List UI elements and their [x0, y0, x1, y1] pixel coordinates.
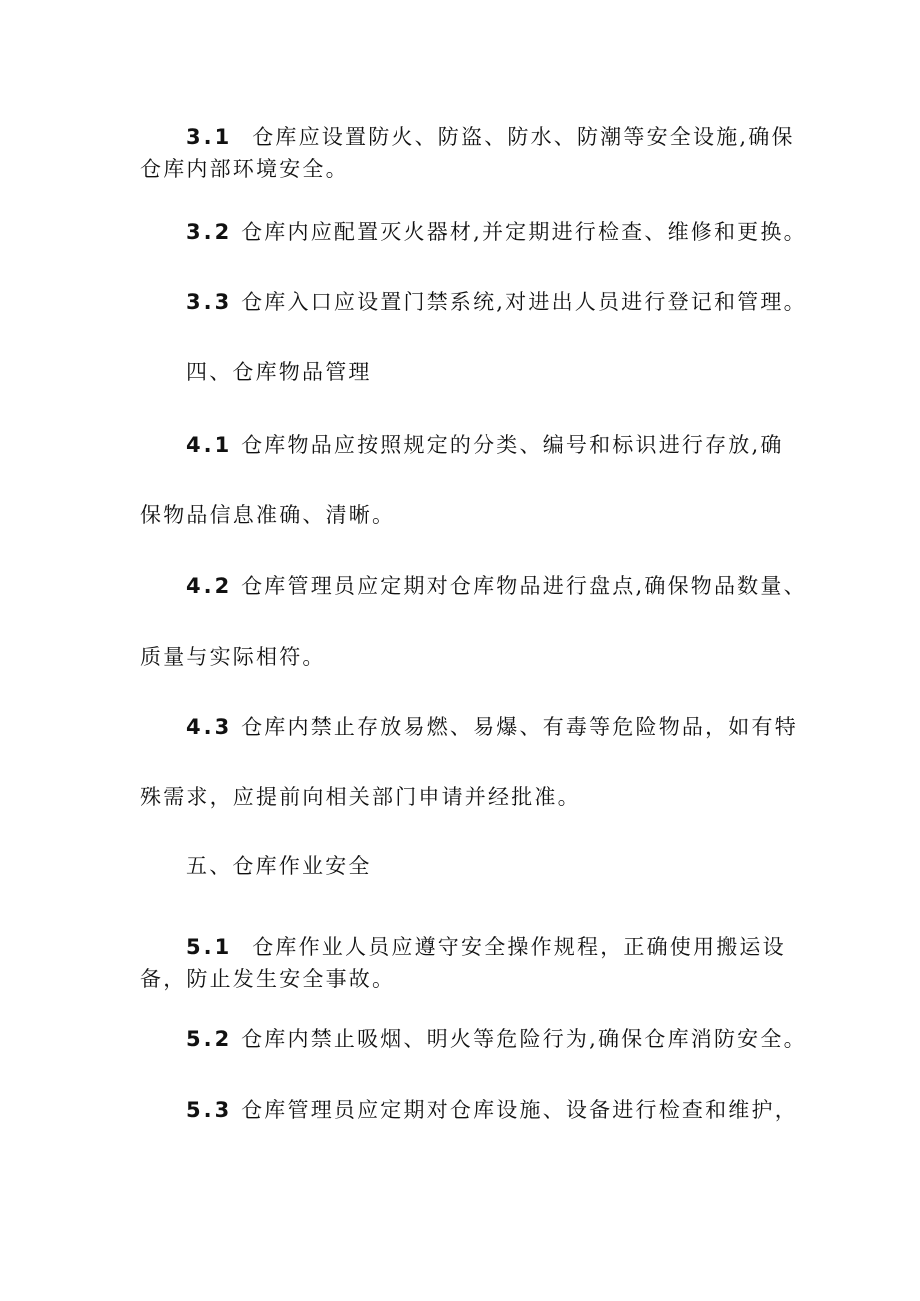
- clause-number: 5.3: [186, 1098, 233, 1122]
- section-heading-4: 四、仓库物品管理: [186, 360, 372, 384]
- clause-number: 4.1: [186, 433, 233, 457]
- clause-text: 仓库内禁止存放易燃、易爆、有毒等危险物品，如有特: [241, 715, 798, 739]
- clause-5-2: [186, 1024, 836, 1054]
- clause-number: 3.3: [186, 290, 233, 314]
- clause-text: 仓库内应配置灭火器材,并定期进行检查、维修和更换。: [241, 220, 807, 244]
- clause-number: 3.1: [186, 125, 233, 149]
- clause-number: 5.1: [186, 935, 233, 959]
- clause-text: 仓库作业人员应遵守安全操作规程，正确使用搬运设: [252, 935, 786, 959]
- section-heading-5: 五、仓库作业安全: [186, 854, 372, 878]
- clause-number: 5.2: [186, 1027, 233, 1051]
- clause-number: 4.2: [186, 574, 233, 598]
- clause-3-2: [186, 217, 836, 247]
- clause-4-1-line-2: 保物品信息准确、清晰。: [140, 503, 396, 527]
- clause-5-3-line-1: [186, 1095, 836, 1125]
- clause-text: 仓库内禁止吸烟、明火等危险行为,确保仓库消防安全。: [241, 1027, 807, 1051]
- clause-3-1-line-1: [186, 122, 836, 152]
- clause-text: 仓库管理员应定期对仓库设施、设备进行检查和维护，: [241, 1098, 798, 1122]
- clause-5-1-line-1: [186, 932, 836, 962]
- clause-4-1-line-1: [186, 430, 836, 460]
- clause-number: 3.2: [186, 220, 233, 244]
- clause-text: 仓库物品应按照规定的分类、编号和标识进行存放,确: [241, 433, 784, 457]
- clause-4-2-line-2: 质量与实际相符。: [140, 645, 326, 669]
- clause-text: 仓库入口应设置门禁系统,对进出人员进行登记和管理。: [241, 290, 807, 314]
- clause-text: 仓库管理员应定期对仓库物品进行盘点,确保物品数量、: [241, 574, 807, 598]
- clause-3-3: [186, 287, 836, 317]
- clause-3-1-line-2: 仓库内部环境安全。: [140, 157, 349, 181]
- clause-4-3-line-1: [186, 712, 836, 742]
- clause-4-2-line-1: [186, 571, 836, 601]
- clause-5-1-line-2: 备，防止发生安全事故。: [140, 967, 396, 991]
- clause-number: 4.3: [186, 715, 233, 739]
- clause-4-3-line-2: 殊需求，应提前向相关部门申请并经批准。: [140, 785, 581, 809]
- clause-text: 仓库应设置防火、防盗、防水、防潮等安全设施,确保: [252, 125, 795, 149]
